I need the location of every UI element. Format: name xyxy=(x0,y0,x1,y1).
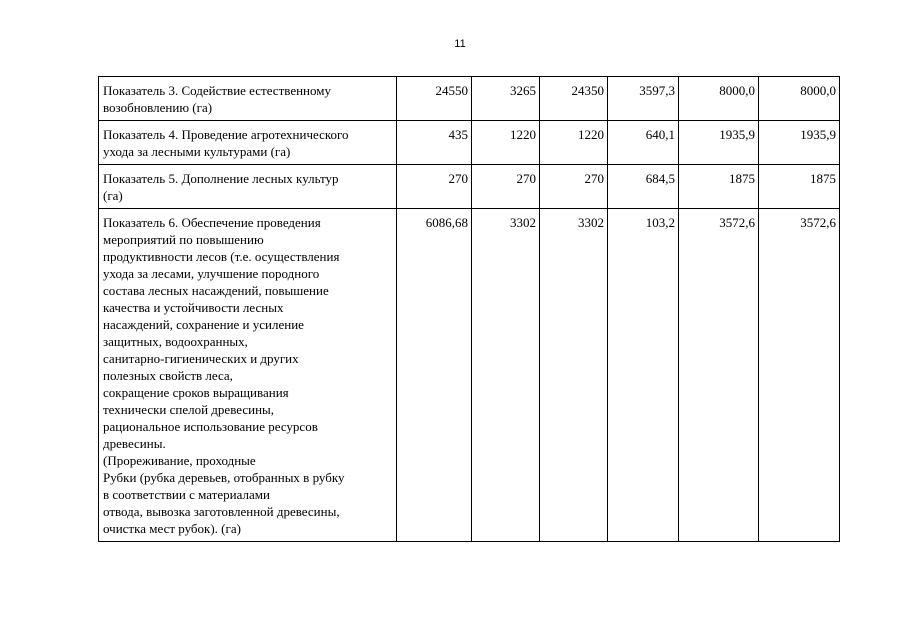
row-value: 3302 xyxy=(540,209,608,542)
row-value: 270 xyxy=(540,165,608,209)
row-value: 24350 xyxy=(540,77,608,121)
row-label: Показатель 6. Обеспечение проведения мероприятий по повышению продуктивности лесов (т.е. осуществления ухода за лесами, улучшение породного состава лесных насаждений, повышение качества и устойчивости лесных насаждений, сохранение и усиление защитных, водоохранных, санитарно-гигиенических и других полезных свойств леса, сокращение сроков выращивания технически спелой древесины, рациональное использование ресурсов древесины. (Прореживание, проходные Рубки (рубка деревьев, отобранных в рубку в соответствии с материалами отвода, вывозка заготовленной древесины, очистка мест рубок). (га) xyxy=(99,209,397,542)
row-value: 1935,9 xyxy=(679,121,759,165)
table-row-indicator-5 xyxy=(99,165,840,209)
row-value: 1935,9 xyxy=(759,121,840,165)
row-value: 1875 xyxy=(759,165,840,209)
row-value: 3302 xyxy=(472,209,540,542)
page-number: 11 xyxy=(454,38,466,50)
row-value: 3572,6 xyxy=(679,209,759,542)
row-value: 3572,6 xyxy=(759,209,840,542)
row-value: 435 xyxy=(397,121,472,165)
row-label: Показатель 4. Проведение агротехнического ухода за лесными культурами (га) xyxy=(99,121,397,165)
row-value: 1220 xyxy=(540,121,608,165)
row-value: 684,5 xyxy=(608,165,679,209)
row-value: 3265 xyxy=(472,77,540,121)
indicator-table xyxy=(98,76,840,542)
row-label: Показатель 5. Дополнение лесных культур (га) xyxy=(99,165,397,209)
row-value: 1875 xyxy=(679,165,759,209)
row-value: 270 xyxy=(472,165,540,209)
row-value: 8000,0 xyxy=(679,77,759,121)
row-value: 6086,68 xyxy=(397,209,472,542)
row-value: 8000,0 xyxy=(759,77,840,121)
table-row-indicator-6 xyxy=(99,209,840,542)
row-value: 1220 xyxy=(472,121,540,165)
row-value: 270 xyxy=(397,165,472,209)
table-row-indicator-3 xyxy=(99,77,840,121)
row-value: 3597,3 xyxy=(608,77,679,121)
row-label: Показатель 3. Содействие естественному возобновлению (га) xyxy=(99,77,397,121)
row-value: 640,1 xyxy=(608,121,679,165)
row-value: 24550 xyxy=(397,77,472,121)
row-value: 103,2 xyxy=(608,209,679,542)
table-row-indicator-4 xyxy=(99,121,840,165)
